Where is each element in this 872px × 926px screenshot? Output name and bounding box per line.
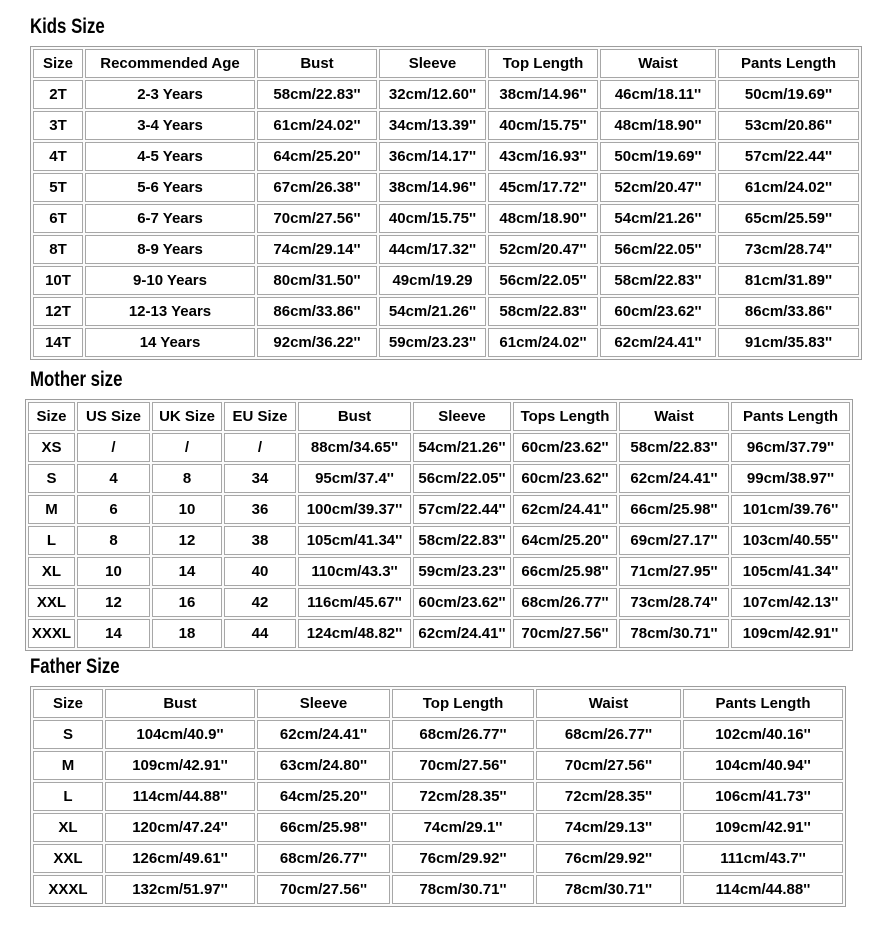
table-row bbox=[33, 813, 843, 842]
measurement-cell: 12 bbox=[152, 526, 222, 555]
measurement-cell: 58cm/22.83'' bbox=[257, 80, 377, 109]
measurement-cell: 3-4 Years bbox=[85, 111, 255, 140]
measurement-cell: 62cm/24.41'' bbox=[513, 495, 617, 524]
measurement-cell: 74cm/29.14'' bbox=[257, 235, 377, 264]
column-header: EU Size bbox=[224, 402, 296, 431]
size-cell: L bbox=[33, 782, 103, 811]
measurement-cell: 42 bbox=[224, 588, 296, 617]
measurement-cell: 32cm/12.60'' bbox=[379, 80, 486, 109]
size-cell: XXL bbox=[28, 588, 75, 617]
measurement-cell: 62cm/24.41'' bbox=[413, 619, 511, 648]
size-cell: M bbox=[28, 495, 75, 524]
measurement-cell: / bbox=[152, 433, 222, 462]
measurement-cell: 36cm/14.17'' bbox=[379, 142, 486, 171]
measurement-cell: 64cm/25.20'' bbox=[257, 142, 377, 171]
measurement-cell: 49cm/19.29 bbox=[379, 266, 486, 295]
column-header: Sleeve bbox=[379, 49, 486, 78]
measurement-cell: 70cm/27.56'' bbox=[257, 875, 390, 904]
measurement-cell: 5-6 Years bbox=[85, 173, 255, 202]
column-header: Size bbox=[33, 49, 83, 78]
measurement-cell: 57cm/22.44'' bbox=[413, 495, 511, 524]
mother-size-title: Mother size bbox=[30, 368, 123, 391]
measurement-cell: 111cm/43.7'' bbox=[683, 844, 843, 873]
measurement-cell: 70cm/27.56'' bbox=[392, 751, 534, 780]
mother-size-table bbox=[25, 399, 853, 651]
measurement-cell: 104cm/40.94'' bbox=[683, 751, 843, 780]
measurement-cell: 80cm/31.50'' bbox=[257, 266, 377, 295]
measurement-cell: 81cm/31.89'' bbox=[718, 266, 859, 295]
measurement-cell: 56cm/22.05'' bbox=[413, 464, 511, 493]
measurement-cell: 95cm/37.4'' bbox=[298, 464, 411, 493]
column-header: Waist bbox=[536, 689, 681, 718]
measurement-cell: 8 bbox=[77, 526, 150, 555]
measurement-cell: 57cm/22.44'' bbox=[718, 142, 859, 171]
measurement-cell: 54cm/21.26'' bbox=[600, 204, 716, 233]
size-cell: S bbox=[28, 464, 75, 493]
measurement-cell: 78cm/30.71'' bbox=[619, 619, 729, 648]
table-row bbox=[33, 782, 843, 811]
table-row bbox=[33, 173, 859, 202]
column-header: Bust bbox=[257, 49, 377, 78]
measurement-cell: 61cm/24.02'' bbox=[257, 111, 377, 140]
size-cell: XXXL bbox=[33, 875, 103, 904]
measurement-cell: 10 bbox=[152, 495, 222, 524]
size-cell: 10T bbox=[33, 266, 83, 295]
measurement-cell: 70cm/27.56'' bbox=[536, 751, 681, 780]
measurement-cell: 68cm/26.77'' bbox=[392, 720, 534, 749]
measurement-cell: 52cm/20.47'' bbox=[600, 173, 716, 202]
table-row bbox=[28, 588, 850, 617]
measurement-cell: 103cm/40.55'' bbox=[731, 526, 850, 555]
measurement-cell: 54cm/21.26'' bbox=[413, 433, 511, 462]
measurement-cell: 62cm/24.41'' bbox=[257, 720, 390, 749]
measurement-cell: 64cm/25.20'' bbox=[513, 526, 617, 555]
measurement-cell: 56cm/22.05'' bbox=[600, 235, 716, 264]
measurement-cell: 50cm/19.69'' bbox=[600, 142, 716, 171]
column-header: Top Length bbox=[488, 49, 598, 78]
measurement-cell: 88cm/34.65'' bbox=[298, 433, 411, 462]
measurement-cell: 107cm/42.13'' bbox=[731, 588, 850, 617]
measurement-cell: 44cm/17.32'' bbox=[379, 235, 486, 264]
measurement-cell: 38cm/14.96'' bbox=[488, 80, 598, 109]
measurement-cell: 109cm/42.91'' bbox=[683, 813, 843, 842]
measurement-cell: 72cm/28.35'' bbox=[536, 782, 681, 811]
measurement-cell: 76cm/29.92'' bbox=[536, 844, 681, 873]
measurement-cell: 99cm/38.97'' bbox=[731, 464, 850, 493]
measurement-cell: 96cm/37.79'' bbox=[731, 433, 850, 462]
kids-size-title: Kids Size bbox=[30, 15, 105, 38]
table-row bbox=[33, 204, 859, 233]
measurement-cell: 44 bbox=[224, 619, 296, 648]
size-cell: L bbox=[28, 526, 75, 555]
measurement-cell: 132cm/51.97'' bbox=[105, 875, 255, 904]
measurement-cell: 38 bbox=[224, 526, 296, 555]
table-row bbox=[28, 464, 850, 493]
table-row bbox=[33, 266, 859, 295]
measurement-cell: 78cm/30.71'' bbox=[536, 875, 681, 904]
measurement-cell: 106cm/41.73'' bbox=[683, 782, 843, 811]
measurement-cell: 114cm/44.88'' bbox=[683, 875, 843, 904]
measurement-cell: 60cm/23.62'' bbox=[513, 464, 617, 493]
measurement-cell: / bbox=[77, 433, 150, 462]
measurement-cell: 4-5 Years bbox=[85, 142, 255, 171]
measurement-cell: 62cm/24.41'' bbox=[600, 328, 716, 357]
table-row bbox=[33, 720, 843, 749]
measurement-cell: 78cm/30.71'' bbox=[392, 875, 534, 904]
measurement-cell: 8 bbox=[152, 464, 222, 493]
measurement-cell: 74cm/29.13'' bbox=[536, 813, 681, 842]
size-cell: XXXL bbox=[28, 619, 75, 648]
size-cell: XL bbox=[28, 557, 75, 586]
measurement-cell: 59cm/23.23'' bbox=[413, 557, 511, 586]
measurement-cell: 105cm/41.34'' bbox=[298, 526, 411, 555]
measurement-cell: 50cm/19.69'' bbox=[718, 80, 859, 109]
table-row bbox=[28, 619, 850, 648]
measurement-cell: 65cm/25.59'' bbox=[718, 204, 859, 233]
column-header: US Size bbox=[77, 402, 150, 431]
column-header: Tops Length bbox=[513, 402, 617, 431]
measurement-cell: 58cm/22.83'' bbox=[600, 266, 716, 295]
size-cell: 6T bbox=[33, 204, 83, 233]
father-size-section bbox=[0, 656, 872, 907]
measurement-cell: 91cm/35.83'' bbox=[718, 328, 859, 357]
measurement-cell: 6 bbox=[77, 495, 150, 524]
measurement-cell: 73cm/28.74'' bbox=[619, 588, 729, 617]
measurement-cell: 58cm/22.83'' bbox=[619, 433, 729, 462]
measurement-cell: 6-7 Years bbox=[85, 204, 255, 233]
measurement-cell: 105cm/41.34'' bbox=[731, 557, 850, 586]
measurement-cell: 72cm/28.35'' bbox=[392, 782, 534, 811]
column-header: UK Size bbox=[152, 402, 222, 431]
size-cell: S bbox=[33, 720, 103, 749]
measurement-cell: 71cm/27.95'' bbox=[619, 557, 729, 586]
measurement-cell: 101cm/39.76'' bbox=[731, 495, 850, 524]
size-cell: 3T bbox=[33, 111, 83, 140]
measurement-cell: 8-9 Years bbox=[85, 235, 255, 264]
measurement-cell: 109cm/42.91'' bbox=[105, 751, 255, 780]
measurement-cell: 56cm/22.05'' bbox=[488, 266, 598, 295]
measurement-cell: 74cm/29.1'' bbox=[392, 813, 534, 842]
table-row bbox=[33, 111, 859, 140]
size-cell: 14T bbox=[33, 328, 83, 357]
measurement-cell: 110cm/43.3'' bbox=[298, 557, 411, 586]
measurement-cell: 60cm/23.62'' bbox=[600, 297, 716, 326]
father-size-table bbox=[30, 686, 846, 907]
measurement-cell: 68cm/26.77'' bbox=[536, 720, 681, 749]
kids-size-section bbox=[0, 16, 872, 360]
kids-header-row bbox=[33, 49, 859, 78]
measurement-cell: 40 bbox=[224, 557, 296, 586]
table-row bbox=[33, 844, 843, 873]
measurement-cell: 14 Years bbox=[85, 328, 255, 357]
measurement-cell: 2-3 Years bbox=[85, 80, 255, 109]
size-cell: 5T bbox=[33, 173, 83, 202]
measurement-cell: 54cm/21.26'' bbox=[379, 297, 486, 326]
column-header: Pants Length bbox=[683, 689, 843, 718]
measurement-cell: 4 bbox=[77, 464, 150, 493]
measurement-cell: 67cm/26.38'' bbox=[257, 173, 377, 202]
table-row bbox=[33, 751, 843, 780]
measurement-cell: 114cm/44.88'' bbox=[105, 782, 255, 811]
measurement-cell: 53cm/20.86'' bbox=[718, 111, 859, 140]
measurement-cell: 48cm/18.90'' bbox=[488, 204, 598, 233]
measurement-cell: 66cm/25.98'' bbox=[257, 813, 390, 842]
measurement-cell: 12 bbox=[77, 588, 150, 617]
table-row bbox=[33, 235, 859, 264]
measurement-cell: 43cm/16.93'' bbox=[488, 142, 598, 171]
measurement-cell: 14 bbox=[152, 557, 222, 586]
measurement-cell: 63cm/24.80'' bbox=[257, 751, 390, 780]
measurement-cell: / bbox=[224, 433, 296, 462]
measurement-cell: 100cm/39.37'' bbox=[298, 495, 411, 524]
size-cell: 4T bbox=[33, 142, 83, 171]
measurement-cell: 124cm/48.82'' bbox=[298, 619, 411, 648]
measurement-cell: 10 bbox=[77, 557, 150, 586]
column-header: Size bbox=[28, 402, 75, 431]
measurement-cell: 73cm/28.74'' bbox=[718, 235, 859, 264]
measurement-cell: 40cm/15.75'' bbox=[379, 204, 486, 233]
column-header: Bust bbox=[105, 689, 255, 718]
size-cell: 2T bbox=[33, 80, 83, 109]
table-row bbox=[33, 80, 859, 109]
measurement-cell: 45cm/17.72'' bbox=[488, 173, 598, 202]
measurement-cell: 120cm/47.24'' bbox=[105, 813, 255, 842]
size-cell: 12T bbox=[33, 297, 83, 326]
measurement-cell: 14 bbox=[77, 619, 150, 648]
measurement-cell: 9-10 Years bbox=[85, 266, 255, 295]
measurement-cell: 36 bbox=[224, 495, 296, 524]
measurement-cell: 58cm/22.83'' bbox=[413, 526, 511, 555]
measurement-cell: 62cm/24.41'' bbox=[619, 464, 729, 493]
measurement-cell: 34cm/13.39'' bbox=[379, 111, 486, 140]
measurement-cell: 61cm/24.02'' bbox=[718, 173, 859, 202]
measurement-cell: 70cm/27.56'' bbox=[513, 619, 617, 648]
measurement-cell: 60cm/23.62'' bbox=[413, 588, 511, 617]
measurement-cell: 52cm/20.47'' bbox=[488, 235, 598, 264]
table-row bbox=[28, 557, 850, 586]
table-row bbox=[33, 297, 859, 326]
mother-size-section bbox=[0, 369, 872, 651]
measurement-cell: 68cm/26.77'' bbox=[513, 588, 617, 617]
column-header: Bust bbox=[298, 402, 411, 431]
measurement-cell: 61cm/24.02'' bbox=[488, 328, 598, 357]
measurement-cell: 76cm/29.92'' bbox=[392, 844, 534, 873]
measurement-cell: 92cm/36.22'' bbox=[257, 328, 377, 357]
size-cell: 8T bbox=[33, 235, 83, 264]
father-header-row bbox=[33, 689, 843, 718]
column-header: Sleeve bbox=[257, 689, 390, 718]
column-header: Sleeve bbox=[413, 402, 511, 431]
table-row bbox=[28, 495, 850, 524]
measurement-cell: 48cm/18.90'' bbox=[600, 111, 716, 140]
column-header: Recommended Age bbox=[85, 49, 255, 78]
measurement-cell: 70cm/27.56'' bbox=[257, 204, 377, 233]
measurement-cell: 86cm/33.86'' bbox=[257, 297, 377, 326]
measurement-cell: 60cm/23.62'' bbox=[513, 433, 617, 462]
column-header: Pants Length bbox=[731, 402, 850, 431]
size-cell: XS bbox=[28, 433, 75, 462]
measurement-cell: 66cm/25.98'' bbox=[513, 557, 617, 586]
column-header: Pants Length bbox=[718, 49, 859, 78]
mother-header-row bbox=[28, 402, 850, 431]
measurement-cell: 58cm/22.83'' bbox=[488, 297, 598, 326]
measurement-cell: 86cm/33.86'' bbox=[718, 297, 859, 326]
measurement-cell: 68cm/26.77'' bbox=[257, 844, 390, 873]
table-row bbox=[28, 526, 850, 555]
size-cell: M bbox=[33, 751, 103, 780]
measurement-cell: 46cm/18.11'' bbox=[600, 80, 716, 109]
measurement-cell: 59cm/23.23'' bbox=[379, 328, 486, 357]
measurement-cell: 109cm/42.91'' bbox=[731, 619, 850, 648]
measurement-cell: 116cm/45.67'' bbox=[298, 588, 411, 617]
measurement-cell: 64cm/25.20'' bbox=[257, 782, 390, 811]
measurement-cell: 38cm/14.96'' bbox=[379, 173, 486, 202]
column-header: Waist bbox=[619, 402, 729, 431]
size-cell: XL bbox=[33, 813, 103, 842]
father-size-title: Father Size bbox=[30, 655, 120, 678]
kids-size-table bbox=[30, 46, 862, 360]
measurement-cell: 34 bbox=[224, 464, 296, 493]
measurement-cell: 16 bbox=[152, 588, 222, 617]
measurement-cell: 18 bbox=[152, 619, 222, 648]
measurement-cell: 40cm/15.75'' bbox=[488, 111, 598, 140]
column-header: Waist bbox=[600, 49, 716, 78]
size-cell: XXL bbox=[33, 844, 103, 873]
measurement-cell: 102cm/40.16'' bbox=[683, 720, 843, 749]
measurement-cell: 69cm/27.17'' bbox=[619, 526, 729, 555]
column-header: Size bbox=[33, 689, 103, 718]
measurement-cell: 104cm/40.9'' bbox=[105, 720, 255, 749]
column-header: Top Length bbox=[392, 689, 534, 718]
table-row bbox=[28, 433, 850, 462]
table-row bbox=[33, 142, 859, 171]
table-row bbox=[33, 875, 843, 904]
measurement-cell: 66cm/25.98'' bbox=[619, 495, 729, 524]
measurement-cell: 126cm/49.61'' bbox=[105, 844, 255, 873]
table-row bbox=[33, 328, 859, 357]
measurement-cell: 12-13 Years bbox=[85, 297, 255, 326]
